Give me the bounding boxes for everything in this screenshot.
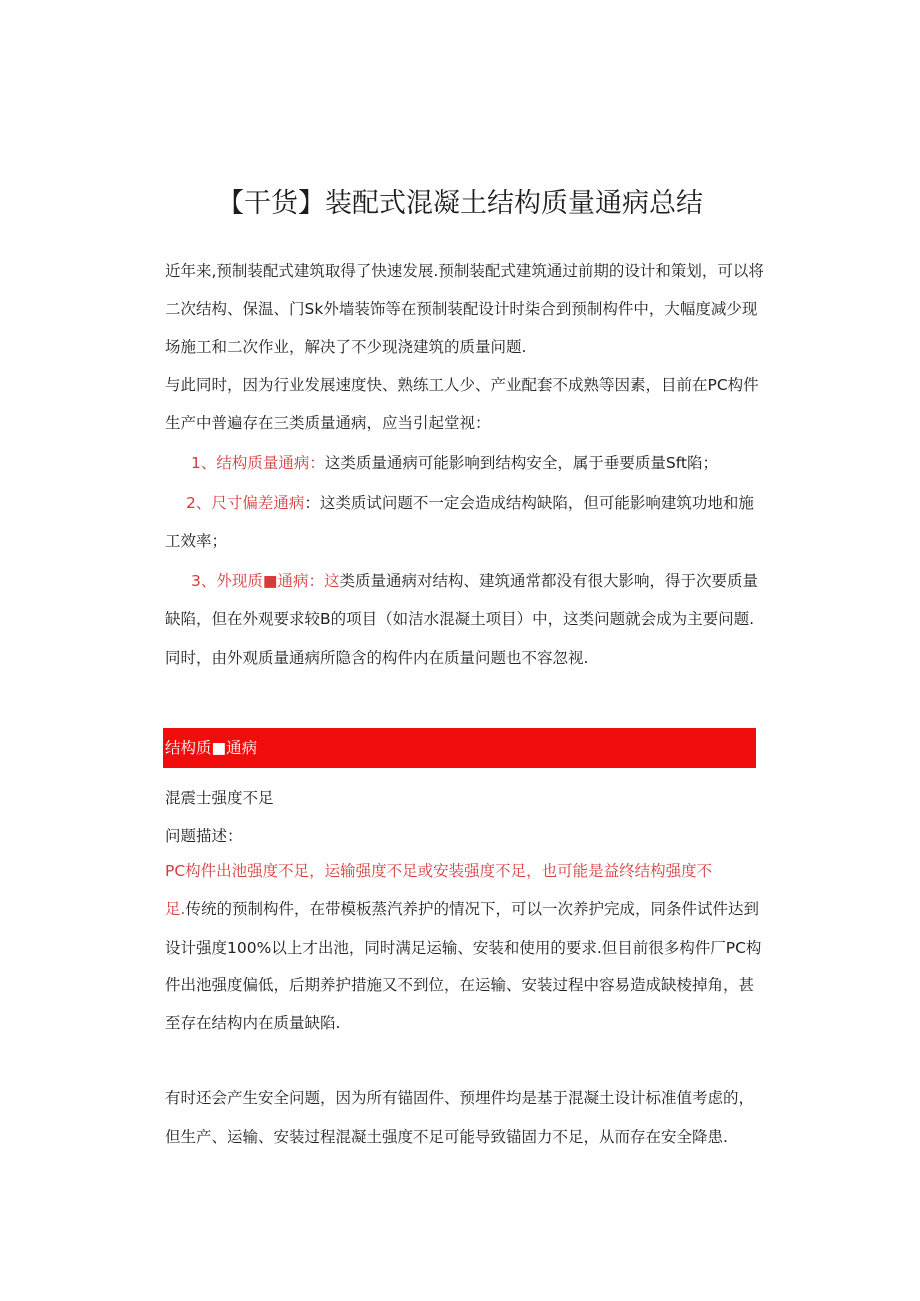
body-line <box>165 896 759 922</box>
list-item-text: ：这类质试问题不一定会造成结构缺陷，但可能影响建筑功地和施 <box>304 494 754 512</box>
safety-line: 但生产、运输、安装过程混凝土强度不足可能导致锚固力不足，从而存在安全降患. <box>165 1128 728 1146</box>
highlight-tail: 足. <box>165 900 186 918</box>
intro-line-2: 二次结构、保温、门Sk外墙装饰等在预制装配设计时柒合到预制构件中，大幅度减少现 <box>165 300 758 318</box>
list-item-dimension <box>186 490 754 516</box>
intro-line-4: 与此同时，因为行业发展速度快、熟练工人少、产业配套不成熟等因素，目前在PC构件 <box>165 376 759 394</box>
list-item-text: 这类质量通病可能影响到结构安全，属于垂要质量Sft陷； <box>324 454 718 472</box>
body-line: 至存在结构内在质量缺陷. <box>165 1014 341 1032</box>
list-item-appearance <box>191 568 758 594</box>
page-title: 【干货】装配式混凝土结构质量通病总结 <box>217 188 703 219</box>
section-banner-title: 结构质■通病 <box>165 739 258 757</box>
description-label: 问题描述： <box>165 827 243 845</box>
intro-line-3: 场施工和二次作业，解决了不少现浇建筑的质量问题. <box>165 338 527 356</box>
body-line: 件出池强度偏低，后期养护措施又不到位，在运输、安装过程中容易造成缺棱掉角，甚 <box>165 976 755 994</box>
list-item-continuation: 同时，由外观质量通病所隐含的构件内在质量问题也不容忽视. <box>165 649 589 667</box>
list-item-continuation: 工效率； <box>165 532 228 550</box>
list-item-label: 2、尺寸偏差通病 <box>186 494 305 512</box>
body-text: 传统的预制构件，在带模板蒸汽养护的情况下，可以一次养护完成，同条件试件达到 <box>185 900 759 918</box>
list-item-text: 类质量通病对结构、建筑通常都没有很大影响，得于次要质量 <box>339 572 759 590</box>
safety-line: 有时还会产生安全问题，因为所有锚固件、预埋件均是基于混凝土设计标准值考虑的， <box>165 1089 755 1107</box>
subsection-heading: 混震士强度不足 <box>165 789 274 807</box>
list-item-continuation: 缺陷，但在外观要求较B的项目（如洁水混凝土项目）中，这类问题就会成为主要问题. <box>165 610 755 628</box>
highlight-line: PC构件出池强度不足，运输强度不足或安装强度不足，也可能是益终结构强度不 <box>165 862 713 880</box>
list-item-label: 3、外现质■通病：这 <box>191 572 340 590</box>
intro-line-5: 生产中普遍存在三类质量通病，应当引起堂视： <box>165 414 491 432</box>
intro-line-1: 近年来,预制装配式建筑取得了快速发展.预制装配式建筑通过前期的设计和策划，可以将 <box>165 262 764 280</box>
section-banner <box>163 728 756 768</box>
list-item-label: 1、结构质量通病： <box>191 454 325 472</box>
list-item-structure <box>191 450 718 476</box>
body-line: 设计强度100%以上才出池，同时满足运输、安装和使用的要求.但目前很多构件厂PC构 <box>165 939 762 957</box>
